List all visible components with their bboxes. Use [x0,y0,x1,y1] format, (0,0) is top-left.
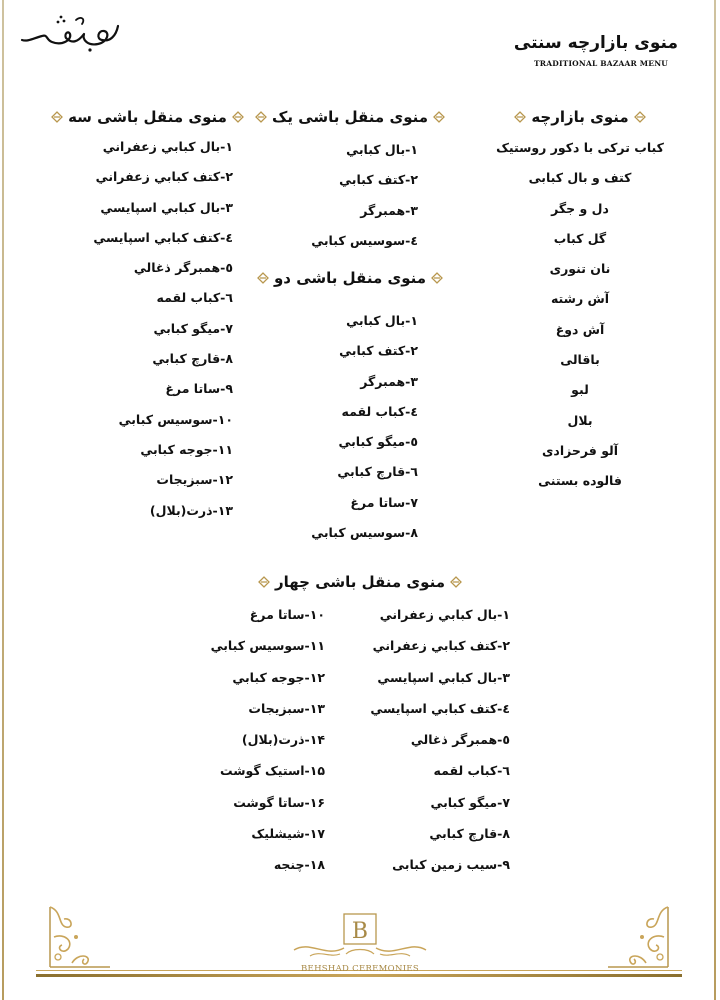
list-item: ۱۳-ذرت(بلال) [149,502,233,518]
page-border-right [714,0,716,1000]
bazaar-menu-section [490,106,670,497]
list-item: ۱۰-سوسیس کبابي [118,411,233,427]
list-item: ۱۲-سبزیجات [156,472,233,488]
list-item: لبو [571,382,589,398]
list-item: گل کباب [553,230,607,246]
list-item: ٦-قارچ کبابي [337,464,418,480]
list-item: ۳-بال کبابي اسپایسي [100,199,233,215]
list-item: ۱۱-جوجه کبابي [140,441,233,457]
ornament-icon [432,110,446,124]
list-item: ۸-قارچ کبابي [429,826,510,842]
list-item: ۱-بال کبابي زعفراني [379,607,510,622]
ornament-icon [513,110,527,124]
item-list [250,306,418,548]
seal-letter: B [351,919,369,944]
ornament-icon [254,110,268,124]
list-item: ۱۳-سبزیجات [248,700,325,716]
section-heading [490,106,670,128]
section-title: منوی منقل باشی چهار [275,573,445,591]
section-title: منوی منقل باشی سه [68,108,227,126]
page-border-left [2,0,4,1000]
section-title: منوی منقل باشی دو [273,269,427,287]
list-item: ۳-بال کبابي اسپایسي [377,669,510,685]
list-item: ۱۷-شیشلیک [251,826,325,842]
item-list-right [340,599,510,881]
behshad-logo [18,12,123,58]
page-title: منوی بازارچه سنتی [513,33,678,53]
ornament-icon [430,271,444,285]
list-item: ۳-همبرگر [360,373,418,389]
list-item: ۱۲-جوجه کبابي [232,669,325,685]
list-item: ۹-سیب زمین کبابی [392,857,510,873]
section-heading [250,267,450,289]
brand-seal-logo [290,910,430,972]
list-item: فالوده بستنی [538,473,622,489]
corner-ornament-icon [604,897,674,969]
manghal-three-section [50,106,245,526]
corner-ornament-icon [44,897,114,969]
list-item: ۲-کتف کبابي [339,172,418,188]
list-item: دل و جگر [551,200,609,216]
list-item: ٤-سوسیس کبابي [311,232,418,248]
ornament-icon [257,575,271,589]
list-item: ۱-بال کبابي [346,142,418,157]
list-item: ۷-ساتا مرغ [350,494,418,510]
list-item: ۹-ساتا مرغ [165,381,233,397]
list-item: ۱۱-سوسیس کبابي [210,638,325,654]
list-item: ٥-همبرگر ذغالي [410,732,510,748]
list-item: ۱۸-چنجه [273,857,325,873]
list-item: بلال [567,412,593,428]
list-item: آلو فرحزادی [541,442,619,458]
list-item: ۷-میگو کبابي [153,320,233,336]
section-title: منوی منقل باشی یک [272,108,429,126]
list-item: آش دوغ [555,321,605,337]
list-item: ۲-کتف کبابي زعفراني [372,638,510,654]
list-item: ۱۶-ساتا گوشت [233,794,325,810]
item-list [490,133,670,497]
section-heading [50,106,245,128]
list-item: ۱-بال کبابي زعفراني [102,139,233,154]
manghal-four-section [200,571,520,873]
list-item: ٥-میگو کبابي [338,434,418,450]
page-subtitle: TRADITIONAL BAZAAR MENU [534,59,668,68]
item-list-left [200,599,325,881]
list-item: ۷-میگو کبابي [430,794,510,810]
item-list [50,132,233,526]
list-item: ۱۰-ساتا مرغ [249,607,325,622]
list-item: ۲-کتف کبابي [339,343,418,359]
section-heading [200,571,520,593]
ornament-icon [633,110,647,124]
list-item: ۳-همبرگر [360,202,418,218]
brand-name: BEHSHAD CEREMONIES [301,964,419,974]
list-item: ۱-بال کبابي [346,313,418,328]
list-item: ۲-کتف کبابي زعفراني [95,169,233,185]
list-item: ۸-قارچ کبابي [152,351,233,367]
list-item: آش رشته [550,291,610,307]
list-item: کباب ترکی با دکور روستیک [496,140,664,155]
ornament-icon [449,575,463,589]
ornament-icon [256,271,270,285]
list-item: ٥-همبرگر ذغالي [133,260,233,276]
list-item: ٤-کباب لقمه [341,403,418,419]
list-item: ٤-کتف کبابي اسپایسي [370,700,510,716]
item-list [250,135,418,256]
list-item: ۸-سوسیس کبابي [311,525,418,541]
list-item: ۱۴-ذرت(بلال) [241,732,325,748]
list-item: ٦-کباب لقمه [433,763,510,779]
list-item: باقالی [560,352,600,368]
page-border-bottom [36,974,682,977]
ornament-icon [50,110,64,124]
list-item: ٦-کباب لقمه [156,290,233,306]
section-heading [250,106,450,128]
manghal-two-section [250,267,450,548]
manghal-one-section [250,106,450,256]
list-item: کتف و بال کبابی [528,170,632,186]
ornament-icon [231,110,245,124]
list-item: ۱۵-استیک گوشت [219,763,325,779]
section-title: منوی بازارچه [531,108,629,126]
list-item: نان تنوری [549,261,611,277]
list-item: ٤-کتف کبابي اسپایسي [93,229,233,245]
